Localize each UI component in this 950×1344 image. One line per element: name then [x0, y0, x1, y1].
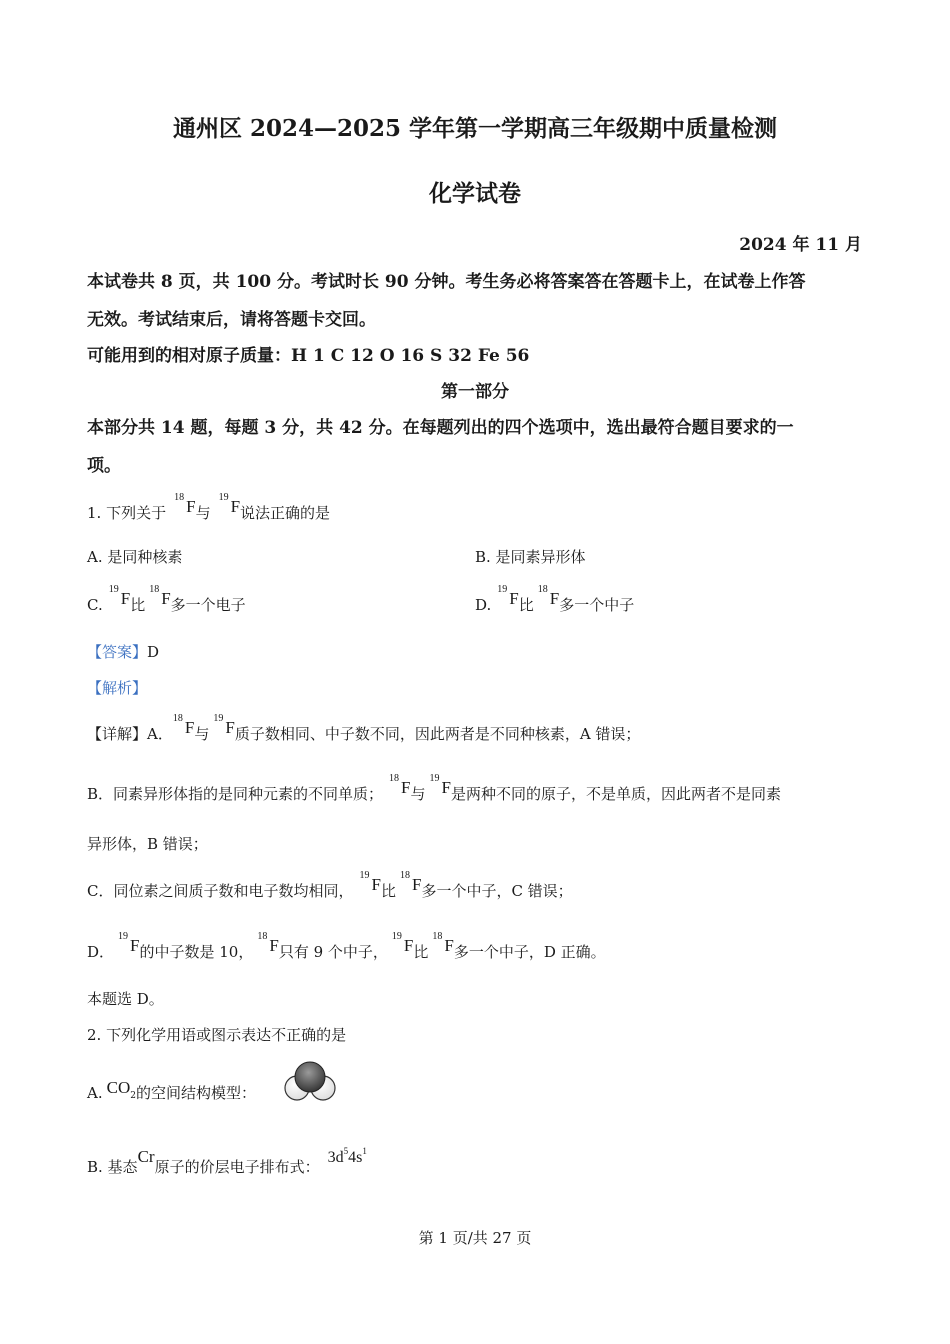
f18-nuclide: 18 F — [174, 492, 196, 516]
f19-nuclide: 19 F — [391, 931, 414, 955]
f19-nuclide: 19 F — [429, 773, 451, 797]
cr-element: Cr — [137, 1147, 155, 1166]
exam-title: 通州区 2024—2025 学年第一学期高三年级期中质量检测 — [172, 115, 778, 142]
part-desc-2: 项。 — [87, 456, 121, 476]
q1-option-b: B. 是同素异形体 — [475, 548, 586, 566]
detail-a: 【详解】A． 18 F与 19 F质子数相同、中子数不同，因此两者是不同种核素，A 错误； — [87, 713, 641, 743]
page-footer: 第 1 页/共 27 页 — [418, 1229, 532, 1247]
q1-option-c: C. 19 F比 18 F多一个电子 — [87, 584, 246, 614]
part-desc-1: 本部分共 14 题，每题 3 分，共 42 分。在每题列出的四个选项中，选出最符合题目要求的一 — [87, 418, 794, 438]
q2-option-b: B. 基态Cr原子的价层电子排布式：$3d^54s^1$ — [87, 1146, 367, 1176]
q1-answer — [87, 641, 159, 662]
f18-nuclide: 18 F — [389, 773, 411, 797]
q1-stem: 1. 下列关于 18 F与 19 F说法正确的是 — [87, 492, 331, 522]
q1-option-d: D. 19 F比 18 F多一个中子 — [475, 584, 635, 614]
f19-nuclide: 19 F — [118, 931, 140, 955]
answer-value: D — [147, 643, 160, 661]
q2-option-a: A. CO2的空间结构模型： — [87, 1082, 256, 1103]
part-heading: 第一部分 — [441, 382, 509, 402]
f19-nuclide: 19 F — [213, 713, 235, 737]
q1-option-a: A. 是同种核素 — [87, 548, 183, 566]
detail-tag: 【详解】 — [87, 725, 148, 743]
f18-nuclide: 18 F — [537, 584, 560, 608]
detail-d: D． 19 F的中子数是 10， 18 F只有 9 个中子， 19 F比 18 F多一个中子，D 正确。 — [87, 931, 606, 961]
f18-nuclide: 18 F — [432, 931, 454, 955]
f18-nuclide: 18 F — [172, 713, 195, 737]
f18-nuclide: 18 F — [399, 870, 422, 894]
f19-nuclide: 19 F — [359, 870, 381, 894]
detail-c: C．同位素之间质子数和电子数均相同， 19 F比 18 F多一个中子，C 错误； — [87, 870, 573, 900]
detail-b: B．同素异形体指的是同种元素的不同单质； 18 F与 19 F是两种不同的原子，不是单质，因此两者不是同素 — [87, 773, 781, 803]
analysis-tag: 【解析】 — [87, 679, 148, 697]
co2-space-filling-model — [283, 1060, 337, 1104]
answer-tag: 【答案】 — [87, 643, 148, 661]
q2-stem: 2. 下列化学用语或图示表达不正确的是 — [87, 1026, 347, 1044]
f18-nuclide: 18 F — [257, 931, 279, 955]
f19-nuclide: 19 F — [108, 584, 131, 608]
co2-formula: CO — [106, 1078, 131, 1097]
intro-line-2: 无效。考试结束后，请将答题卡交回。 — [87, 310, 376, 330]
q1-conclusion: 本题选 D。 — [87, 990, 164, 1008]
cr-config: $3d^54s^1$ — [327, 1146, 367, 1166]
exam-date: 2024 年 11 月 — [739, 235, 862, 255]
q1-stem-a: 1. 下列关于 — [87, 504, 167, 522]
detail-b-cont: 异形体，B 错误； — [87, 835, 208, 853]
f18-nuclide: 18 F — [149, 584, 171, 608]
atomic-masses: 可能用到的相对原子质量：H 1 C 12 O 16 S 32 Fe 56 — [87, 346, 530, 366]
f19-nuclide: 19 F — [497, 584, 519, 608]
f19-nuclide: 19 F — [218, 492, 241, 516]
exam-subtitle: 化学试卷 — [429, 180, 521, 207]
intro-line-1: 本试卷共 8 页，共 100 分。考试时长 90 分钟。考生务必将答案答在答题卡上，在试卷上作答 — [87, 272, 806, 292]
